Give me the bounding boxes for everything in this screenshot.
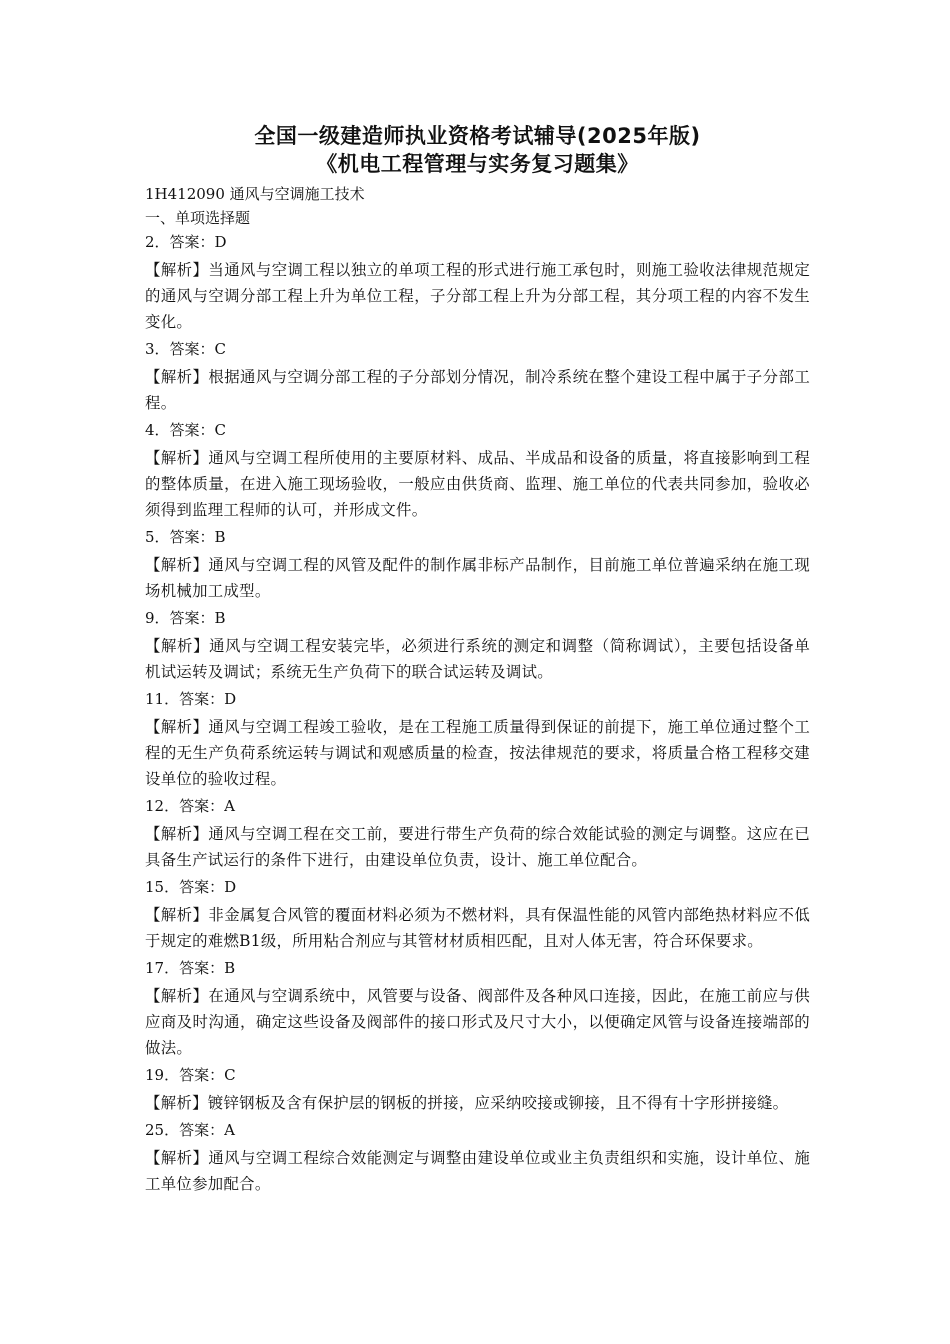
analysis-tag: 【解析】	[145, 906, 209, 924]
document-title: 全国一级建造师执业资格考试辅导(2025年版)	[254, 124, 701, 148]
analysis-tag: 【解析】	[145, 987, 209, 1005]
answer-line: 11．答案：D	[145, 690, 237, 708]
answer-line: 2．答案：D	[145, 233, 227, 251]
analysis-text: 在通风与空调系统中，风管要与设备、阀部件及各种风口连接，因此，在施工前应与供应商及时沟通，确定这些设备及阀部件的接口形式及尺寸大小，以便确定风管与设备连接端部的做法。	[145, 987, 811, 1057]
answer-line: 3．答案：C	[145, 340, 227, 358]
analysis-paragraph	[145, 364, 810, 416]
section-code: 1H412090 通风与空调施工技术	[145, 185, 365, 203]
document-subtitle: 《机电工程管理与实务复习题集》	[316, 152, 639, 176]
analysis-text: 镀锌钢板及含有保护层的钢板的拼接，应采纳咬接或铆接，且不得有十字形拼接缝。	[207, 1094, 789, 1112]
analysis-tag: 【解析】	[145, 556, 209, 574]
analysis-paragraph	[145, 1090, 810, 1116]
analysis-text: 通风与空调工程安装完毕，必须进行系统的测定和调整（简称调试），主要包括设备单机试运转及调试；系统无生产负荷下的联合试运转及调试。	[145, 637, 811, 681]
analysis-text: 通风与空调工程在交工前，要进行带生产负荷的综合效能试验的测定与调整。这应在已具备生产试运行的条件下进行，由建设单位负责，设计、施工单位配合。	[145, 825, 811, 869]
analysis-tag: 【解析】	[145, 1094, 208, 1112]
analysis-tag: 【解析】	[145, 718, 209, 736]
analysis-paragraph	[145, 1145, 810, 1197]
answer-item	[145, 525, 810, 604]
answer-item	[145, 337, 810, 416]
analysis-text: 非金属复合风管的覆面材料必须为不燃材料，具有保温性能的风管内部绝热材料应不低于规定的难燃B1级，所用粘合剂应与其管材材质相匹配，且对人体无害，符合环保要求。	[145, 906, 811, 950]
analysis-tag: 【解析】	[145, 825, 209, 843]
answer-item	[145, 794, 810, 873]
analysis-text: 根据通风与空调分部工程的子分部划分情况，制冷系统在整个建设工程中属于子分部工程。	[145, 368, 811, 412]
analysis-text: 通风与空调工程综合效能测定与调整由建设单位或业主负责组织和实施，设计单位、施工单位参加配合。	[145, 1149, 811, 1193]
answer-line: 17．答案：B	[145, 959, 236, 977]
analysis-tag: 【解析】	[145, 449, 209, 467]
analysis-paragraph	[145, 714, 810, 792]
document-page	[145, 122, 810, 1199]
analysis-tag: 【解析】	[145, 368, 209, 386]
analysis-paragraph	[145, 983, 810, 1061]
analysis-text: 通风与空调工程的风管及配件的制作属非标产品制作，目前施工单位普遍采纳在施工现场机械加工成型。	[145, 556, 811, 600]
analysis-paragraph	[145, 552, 810, 604]
analysis-text: 通风与空调工程所使用的主要原材料、成品、半成品和设备的质量，将直接影响到工程的整体质量，在进入施工现场验收，一般应由供货商、监理、施工单位的代表共同参加，验收必须得到监理工程师的认可，并形成文件。	[145, 449, 811, 519]
analysis-paragraph	[145, 445, 810, 523]
answer-item	[145, 606, 810, 685]
analysis-tag: 【解析】	[145, 1149, 209, 1167]
answer-list	[145, 230, 810, 1197]
answer-line: 25．答案：A	[145, 1121, 235, 1139]
answer-item	[145, 230, 810, 335]
analysis-text: 当通风与空调工程以独立的单项工程的形式进行施工承包时，则施工验收法律规范规定的通风与空调分部工程上升为单位工程，子分部工程上升为分部工程，其分项工程的内容不发生变化。	[145, 261, 811, 331]
answer-line: 9．答案：B	[145, 609, 226, 627]
analysis-paragraph	[145, 902, 810, 954]
analysis-tag: 【解析】	[145, 261, 209, 279]
answer-line: 15．答案：D	[145, 878, 237, 896]
answer-item	[145, 418, 810, 523]
answer-line: 4．答案：C	[145, 421, 227, 439]
answer-line: 12．答案：A	[145, 797, 235, 815]
analysis-tag: 【解析】	[145, 637, 210, 655]
title-block	[145, 122, 810, 178]
analysis-paragraph	[145, 633, 810, 685]
analysis-paragraph	[145, 821, 810, 873]
analysis-paragraph	[145, 257, 810, 335]
answer-item	[145, 1063, 810, 1116]
answer-item	[145, 875, 810, 954]
analysis-text: 通风与空调工程竣工验收，是在工程施工质量得到保证的前提下，施工单位通过整个工程的无生产负荷系统运转与调试和观感质量的检查，按法律规范的要求，将质量合格工程移交建设单位的验收过程。	[145, 718, 811, 788]
subsection-heading: 一、单项选择题	[145, 209, 251, 227]
answer-line: 5．答案：B	[145, 528, 226, 546]
answer-item	[145, 687, 810, 792]
answer-item	[145, 956, 810, 1061]
answer-line: 19．答案：C	[145, 1066, 236, 1084]
answer-item	[145, 1118, 810, 1197]
